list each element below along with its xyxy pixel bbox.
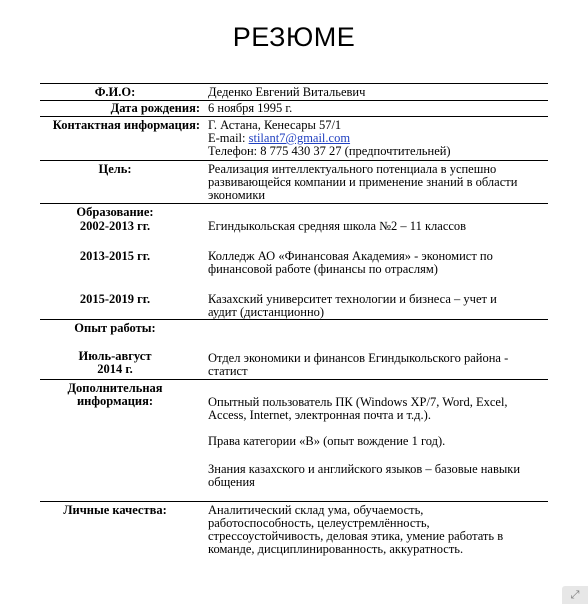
divider — [40, 319, 548, 320]
education-entry — [208, 250, 552, 276]
expand-icon[interactable]: ⤢ — [562, 586, 588, 604]
additional-paragraph — [208, 463, 552, 489]
education-line: Колледж АО «Финансовая Академия» - экономист по — [208, 249, 493, 263]
additional-label-line: Дополнительная — [67, 381, 163, 395]
work-period — [30, 350, 200, 376]
work-label: Опыт работы: — [74, 321, 156, 335]
divider — [40, 379, 548, 380]
work-line: Отдел экономики и финансов Егиндыкольского района - — [208, 351, 509, 365]
additional-paragraph — [208, 396, 552, 422]
education-entry: Егиндыкольская средняя школа №2 – 11 классов — [208, 219, 467, 233]
personal-text — [208, 504, 552, 556]
additional-label-line: информация: — [76, 394, 154, 408]
additional-label — [30, 382, 200, 408]
personal-line: работоспособность, целеустремлённость, — [208, 516, 430, 530]
personal-line: стрессоустойчивость, деловая этика, умение работать в — [208, 529, 504, 543]
birth-label: Дата рождения: — [110, 101, 200, 115]
email-prefix: E-mail: — [208, 131, 249, 145]
work-line: статист — [208, 364, 248, 378]
education-period: 2002-2013 гг. — [79, 219, 151, 233]
resume-title: РЕЗЮМЕ — [232, 22, 356, 52]
education-line: Казахский университет технологии и бизнеса – учет и — [208, 292, 497, 306]
email-link[interactable]: stilant7@gmail.com — [248, 131, 351, 145]
contact-phone: Телефон: 8 775 430 37 27 (предпочтительней) — [208, 144, 451, 158]
divider — [40, 116, 548, 117]
goal-line: экономики — [208, 188, 266, 202]
additional-line: общения — [208, 475, 255, 489]
divider — [40, 203, 548, 204]
additional-line: Знания казахского и английского языков – базовые навыки — [208, 462, 521, 476]
birth-value: 6 ноября 1995 г. — [208, 101, 293, 115]
work-period-line: Июль-август — [78, 349, 152, 363]
divider — [40, 501, 548, 502]
goal-text — [208, 163, 552, 202]
work-period-line: 2014 г. — [97, 362, 133, 376]
education-label: Образование: — [76, 205, 154, 219]
personal-line: команде, дисциплинированность, аккуратность. — [208, 542, 464, 556]
additional-line: Опытный пользователь ПК (Windows XP/7, Word, Excel, — [208, 395, 508, 409]
goal-line: Реализация интеллектуального потенциала в успешно — [208, 162, 497, 176]
additional-line: Access, Internet, электронная почта и т.д.). — [208, 408, 431, 422]
personal-label: Личные качества: — [63, 503, 167, 517]
goal-line: развивающейся компании и применение знаний в области — [208, 175, 518, 189]
education-entry — [208, 293, 552, 319]
fio-value: Деденко Евгений Витальевич — [208, 85, 366, 99]
education-line: аудит (дистанционно) — [208, 305, 325, 319]
education-line: финансовой работе (финансы по отраслям) — [208, 262, 438, 276]
divider — [40, 160, 548, 161]
contact-label: Контактная информация: — [52, 118, 200, 132]
education-period: 2013-2015 гг. — [79, 249, 151, 263]
fio-label: Ф.И.О: — [94, 85, 136, 99]
contact-address: Г. Астана, Кенесары 57/1 — [208, 118, 342, 132]
education-period: 2015-2019 гг. — [79, 292, 151, 306]
additional-paragraph: Права категории «В» (опыт вождение 1 год). — [208, 434, 446, 448]
contact-value — [208, 119, 552, 158]
work-description — [208, 352, 552, 378]
personal-line: Аналитический склад ума, обучаемость, — [208, 503, 424, 517]
goal-label: Цель: — [98, 162, 132, 176]
divider — [40, 83, 548, 84]
